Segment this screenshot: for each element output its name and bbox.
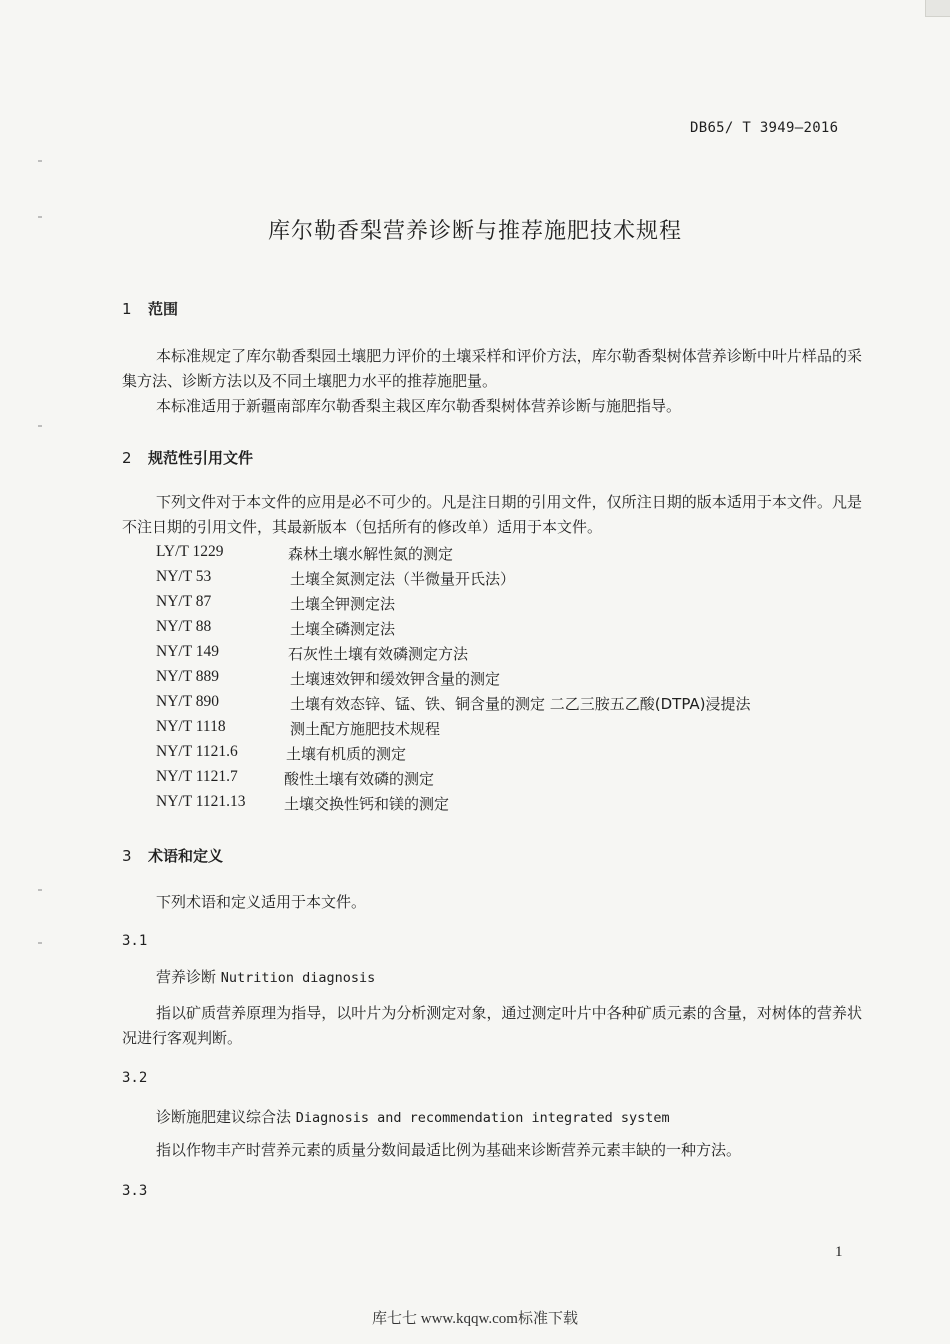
page-number: 1 xyxy=(835,1244,843,1260)
section-number: 3 xyxy=(122,847,132,865)
scan-speck xyxy=(38,942,42,944)
reference-name: 土壤交换性钙和镁的测定 xyxy=(284,795,450,813)
reference-code: NY/T 1121.6 xyxy=(156,743,238,760)
reference-name: 酸性土壤有效磷的测定 xyxy=(284,770,435,788)
reference-code: NY/T 889 xyxy=(156,668,220,685)
paragraph: 下列术语和定义适用于本文件。 xyxy=(156,893,367,911)
term-heading xyxy=(156,1106,670,1127)
reference-code: NY/T 1118 xyxy=(156,718,226,735)
reference-name: 森林土壤水解性氮的测定 xyxy=(288,545,454,563)
term-en: Diagnosis and recommendation integrated system xyxy=(295,1110,670,1126)
scan-speck xyxy=(38,425,42,427)
term-zh: 营养诊断 xyxy=(156,968,217,986)
reference-name: 石灰性土壤有效磷测定方法 xyxy=(288,645,469,663)
scan-speck xyxy=(38,889,42,891)
paragraph: 本标准规定了库尔勒香梨园土壤肥力评价的土壤采样和评价方法，库尔勒香梨树体营养诊断中叶片样品的采集方法、诊断方法以及不同土壤肥力水平的推荐施肥量。 xyxy=(122,347,862,390)
reference-code: NY/T 88 xyxy=(156,618,212,635)
reference-code: LY/T 1229 xyxy=(156,543,224,560)
reference-name: 测土配方施肥技术规程 xyxy=(290,720,441,738)
term-en: Nutrition diagnosis xyxy=(220,970,376,986)
section-title: 范围 xyxy=(148,300,179,318)
term-definition: 指以矿质营养原理为指导，以叶片为分析测定对象，通过测定叶片中各种矿质元素的含量，对树体的营养状况进行客观判断。 xyxy=(122,1004,862,1047)
standard-code: DB65/ T 3949—2016 xyxy=(690,120,839,136)
scan-speck xyxy=(38,160,42,162)
watermark-footer: 库七七 www.kqqw.com标准下载 xyxy=(372,1311,578,1327)
clause-number: 3.2 xyxy=(122,1070,148,1086)
scan-corner-mark xyxy=(925,0,950,17)
term-zh: 诊断施肥建议综合法 xyxy=(156,1108,292,1126)
section-heading-scope xyxy=(122,298,178,319)
section-title: 规范性引用文件 xyxy=(148,449,254,467)
reference-name: 土壤全氮测定法（半微量开氏法） xyxy=(290,570,516,588)
term-heading xyxy=(156,966,375,987)
reference-name: 土壤全钾测定法 xyxy=(290,595,396,613)
paragraph: 下列文件对于本文件的应用是必不可少的。凡是注日期的引用文件，仅所注日期的版本适用于本文件。凡是不注日期的引用文件，其最新版本（包括所有的修改单）适用于本文件。 xyxy=(122,493,862,536)
reference-code: NY/T 1121.13 xyxy=(156,793,246,810)
reference-name: 土壤速效钾和缓效钾含量的测定 xyxy=(290,670,501,688)
section-number: 2 xyxy=(122,449,132,467)
section-heading-normative-references xyxy=(122,447,253,468)
reference-code: NY/T 149 xyxy=(156,643,220,660)
section-heading-terms xyxy=(122,845,223,866)
reference-code: NY/T 53 xyxy=(156,568,212,585)
paragraph: 本标准适用于新疆南部库尔勒香梨主栽区库尔勒香梨树体营养诊断与施肥指导。 xyxy=(156,397,682,415)
reference-code: NY/T 87 xyxy=(156,593,212,610)
document-title: 库尔勒香梨营养诊断与推荐施肥技术规程 xyxy=(267,219,682,244)
term-definition: 指以作物丰产时营养元素的质量分数间最适比例为基础来诊断营养元素丰缺的一种方法。 xyxy=(156,1141,742,1159)
section-title: 术语和定义 xyxy=(148,847,224,865)
reference-code: NY/T 890 xyxy=(156,693,220,710)
reference-name: 土壤有机质的测定 xyxy=(286,745,407,763)
clause-number: 3.1 xyxy=(122,933,148,949)
reference-name: 土壤有效态锌、锰、铁、铜含量的测定 二乙三胺五乙酸(DTPA)浸提法 xyxy=(290,695,751,713)
clause-number: 3.3 xyxy=(122,1183,148,1199)
reference-code: NY/T 1121.7 xyxy=(156,768,238,785)
reference-name: 土壤全磷测定法 xyxy=(290,620,396,638)
section-number: 1 xyxy=(122,300,132,318)
